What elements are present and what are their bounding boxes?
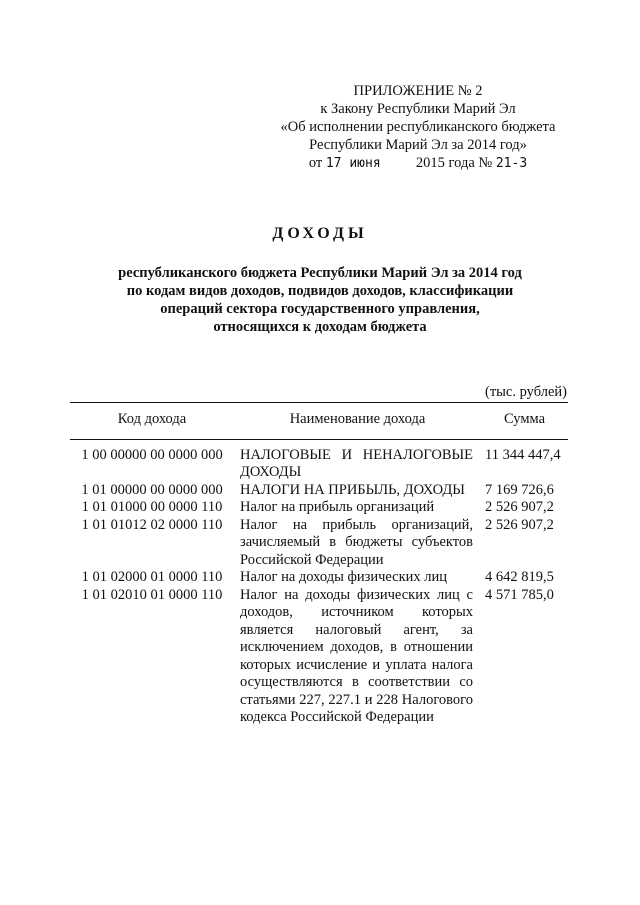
income-code: 1 01 01012 02 0000 110 <box>81 516 223 533</box>
income-name: Налог на доходы физических лиц с доходов, источником которых является налоговый агент, за исключением доходов, в отношении которых исчисление и уплата налога осуществляются в соответствии со статьями 227, 227.1 и 228 Налогового кодекса Российской Федерации <box>240 586 473 725</box>
table-row <box>70 439 568 482</box>
header-name: Наименование дохода <box>234 403 481 440</box>
page-title: ДОХОДЫ <box>272 225 368 242</box>
table-row <box>70 517 568 570</box>
year-number-label: 2015 года № <box>415 155 493 171</box>
income-sum: 2 526 907,2 <box>485 516 554 533</box>
appendix-law-ref: к Закону Республики Марий Эл <box>320 101 516 117</box>
handwritten-number: 21-3 <box>495 156 528 171</box>
income-sum: 4 642 819,5 <box>485 569 554 585</box>
income-sum: 7 169 726,6 <box>485 481 554 498</box>
income-sum: 2 526 907,2 <box>485 499 554 515</box>
income-sum: 11 344 447,4 <box>485 446 561 463</box>
table-row <box>70 569 568 587</box>
income-table <box>70 402 568 727</box>
appendix-law-title-cont: Республики Марий Эл за 2014 год» <box>309 137 527 153</box>
header-sum: Сумма <box>481 403 568 440</box>
subtitle-line: относящихся к доходам бюджета <box>213 319 427 335</box>
income-code: 1 01 02000 01 0000 110 <box>81 569 223 585</box>
table-header-row <box>70 403 568 440</box>
appendix-law-title: «Об исполнении республиканского бюджета <box>280 119 556 135</box>
income-name: НАЛОГОВЫЕ И НЕНАЛОГОВЫЕ ДОХОДЫ <box>240 446 473 480</box>
table-row <box>70 482 568 500</box>
income-name: Налог на доходы физических лиц <box>240 569 448 585</box>
income-name: Налог на прибыль организаций, зачисляемый в бюджеты субъектов Российской Федерации <box>240 516 473 568</box>
date-prefix: от <box>308 155 323 171</box>
subtitle-line: операций сектора государственного управления, <box>160 301 480 317</box>
income-name: НАЛОГИ НА ПРИБЫЛЬ, ДОХОДЫ <box>240 481 465 498</box>
income-name: Налог на прибыль организаций <box>240 499 435 515</box>
table-row <box>70 587 568 727</box>
appendix-header <box>268 82 568 173</box>
table-row <box>70 499 568 517</box>
income-code: 1 00 00000 00 0000 000 <box>81 446 223 463</box>
handwritten-date: 17 июня <box>325 156 381 171</box>
appendix-date-line <box>268 154 568 173</box>
income-code: 1 01 00000 00 0000 000 <box>81 481 223 498</box>
header-code: Код дохода <box>70 403 234 440</box>
income-sum: 4 571 785,0 <box>485 586 554 603</box>
units-label: (тыс. рублей) <box>485 384 567 400</box>
page-subtitle <box>90 264 550 336</box>
appendix-number: ПРИЛОЖЕНИЕ № 2 <box>353 83 483 99</box>
subtitle-line: по кодам видов доходов, подвидов доходов, классификации <box>126 283 514 299</box>
income-code: 1 01 02010 01 0000 110 <box>81 586 223 603</box>
subtitle-line: республиканского бюджета Республики Марий Эл за 2014 год <box>118 265 522 281</box>
income-code: 1 01 01000 00 0000 110 <box>81 499 223 515</box>
